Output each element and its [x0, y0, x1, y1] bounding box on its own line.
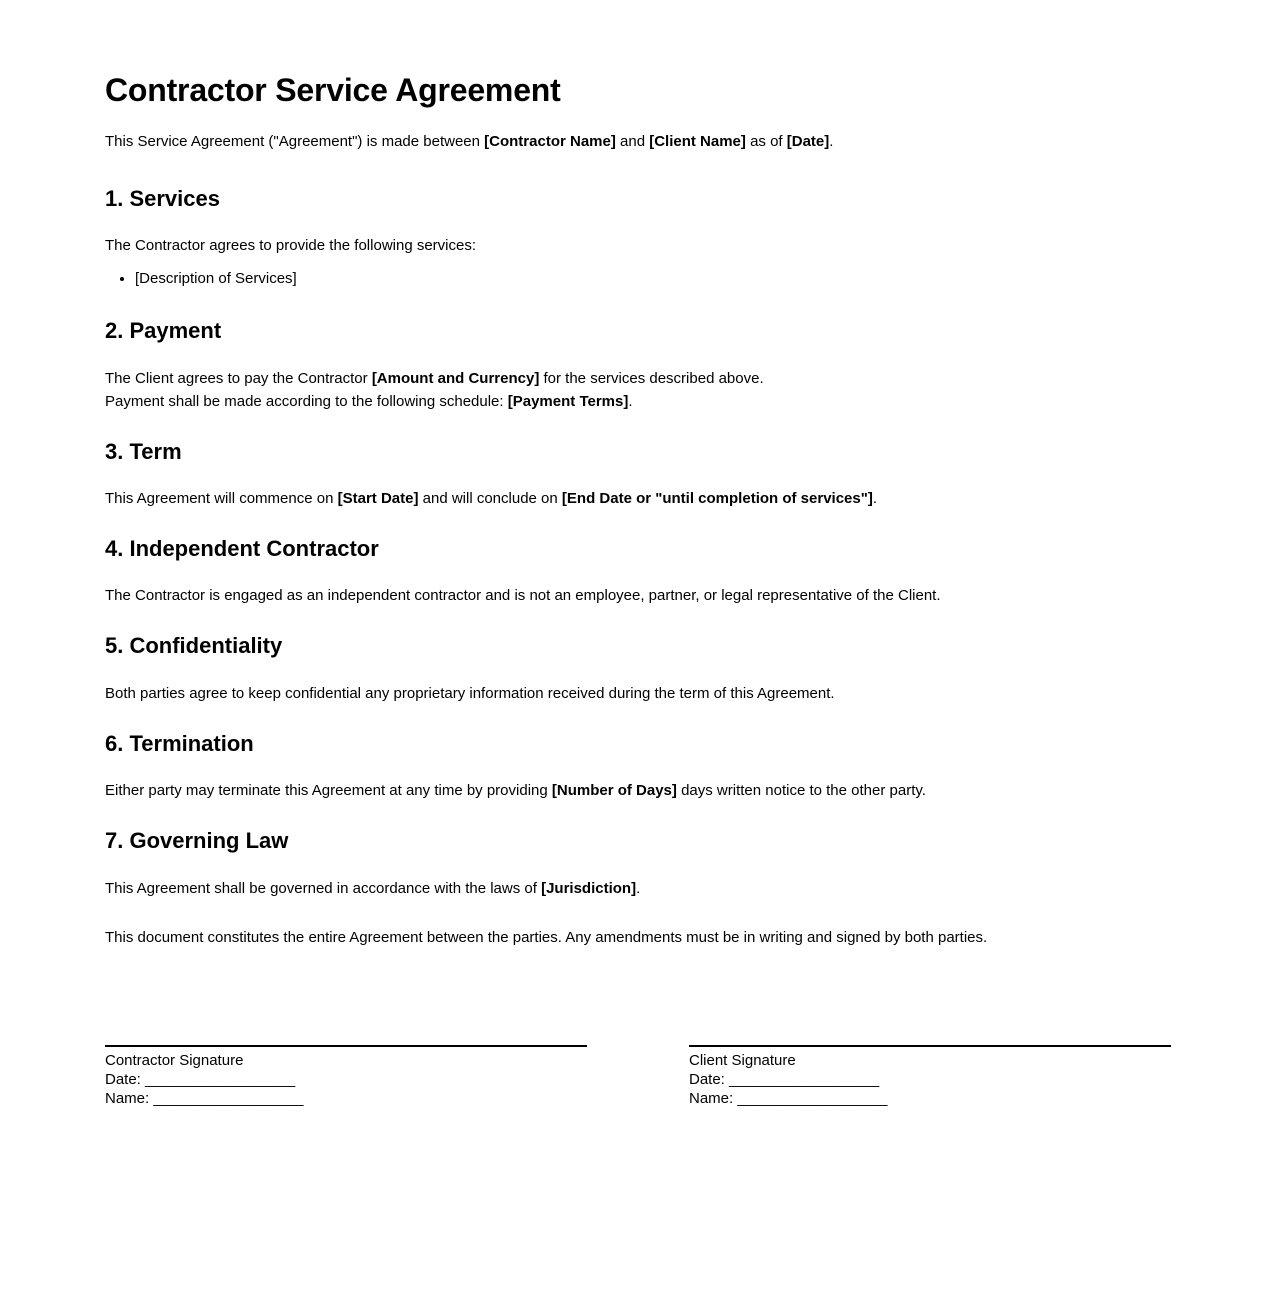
- term-part-3: .: [872, 489, 878, 507]
- payment-line2-part-1: Payment shall be made according to the following schedule:: [105, 392, 508, 410]
- section-independent-contractor: [105, 536, 1171, 607]
- section-payment: [105, 318, 1171, 412]
- list-item: • [Description of Services]: [135, 267, 1171, 290]
- governing-law-part-1: This Agreement shall be governed in accordance with the laws of: [105, 879, 542, 897]
- section-governing-law: [105, 828, 1171, 899]
- contractor-signature-block: [105, 1045, 587, 1108]
- payment-line2-part-2: .: [628, 392, 633, 410]
- section-heading-governing-law: 7. Governing Law: [105, 828, 289, 854]
- closing-note-paragraph: This document constitutes the entire Agreement between the parties. Any amendments must be in writing and signed by both parties.: [105, 928, 988, 946]
- intro-text-part-1: This Service Agreement ("Agreement") is made between: [105, 132, 485, 150]
- intro-text-part-3: as of: [745, 132, 787, 150]
- contractor-signature-label: Contractor Signature: [105, 1051, 244, 1069]
- independent-contractor-paragraph: The Contractor is engaged as an independent contractor and is not an employee, partner, or legal representative of the Client.: [105, 587, 941, 605]
- client-name-placeholder: [Client Name]: [649, 132, 746, 150]
- termination-part-1: Either party may terminate this Agreement at any time by providing: [105, 782, 552, 800]
- section-heading-independent-contractor: 4. Independent Contractor: [105, 535, 379, 561]
- contractor-date-field: Date: __________________: [105, 1070, 296, 1088]
- term-part-1: This Agreement will commence on: [105, 489, 338, 507]
- client-signature-rule: [689, 1045, 1171, 1047]
- amount-currency-placeholder: [Amount and Currency]: [371, 369, 540, 387]
- client-signature-block: [689, 1045, 1171, 1108]
- termination-part-2: days written notice to the other party.: [676, 782, 926, 800]
- end-date-placeholder: [End Date or "until completion of services"]: [561, 489, 873, 507]
- confidentiality-paragraph: Both parties agree to keep confidential any proprietary information received during the term of this Agreement.: [105, 684, 835, 702]
- section-termination: [105, 731, 1171, 802]
- page-title: Contractor Service Agreement: [105, 72, 561, 108]
- date-placeholder: [Date]: [786, 132, 830, 150]
- signature-block: [105, 1045, 1171, 1108]
- services-intro-text: The Contractor agrees to provide the following services:: [105, 237, 477, 255]
- section-heading-termination: 6. Termination: [105, 730, 254, 756]
- section-services: [105, 186, 1171, 290]
- contractor-name-field: Name: __________________: [105, 1089, 304, 1107]
- term-paragraph: [105, 487, 1171, 510]
- intro-text-part-2: and: [615, 132, 650, 150]
- contractor-signature-rule: [105, 1045, 587, 1047]
- section-heading-services: 1. Services: [105, 185, 220, 211]
- intro-text-part-4: .: [829, 132, 834, 150]
- governing-law-part-2: .: [636, 879, 641, 897]
- number-of-days-placeholder: [Number of Days]: [551, 782, 677, 800]
- payment-line1-part-2: for the services described above.: [539, 369, 764, 387]
- jurisdiction-placeholder: [Jurisdiction]: [541, 879, 637, 897]
- contractor-name-placeholder: [Contractor Name]: [484, 132, 616, 150]
- client-name-field: Name: __________________: [689, 1089, 888, 1107]
- section-heading-term: 3. Term: [105, 438, 182, 464]
- start-date-placeholder: [Start Date]: [337, 489, 419, 507]
- client-signature-label: Client Signature: [689, 1051, 796, 1069]
- services-list: [105, 267, 1171, 290]
- client-date-field: Date: __________________: [689, 1070, 880, 1088]
- section-term: [105, 439, 1171, 510]
- governing-law-paragraph: [105, 877, 1171, 900]
- termination-paragraph: [105, 779, 1171, 802]
- payment-terms-placeholder: [Payment Terms]: [507, 392, 629, 410]
- term-part-2: and will conclude on: [418, 489, 562, 507]
- section-heading-payment: 2. Payment: [105, 318, 222, 344]
- agreement-intro-paragraph: [105, 131, 1171, 152]
- section-heading-confidentiality: 5. Confidentiality: [105, 633, 283, 659]
- section-confidentiality: [105, 633, 1171, 704]
- payment-paragraph: [105, 367, 1171, 413]
- payment-line1-part-1: The Client agrees to pay the Contractor: [105, 369, 372, 387]
